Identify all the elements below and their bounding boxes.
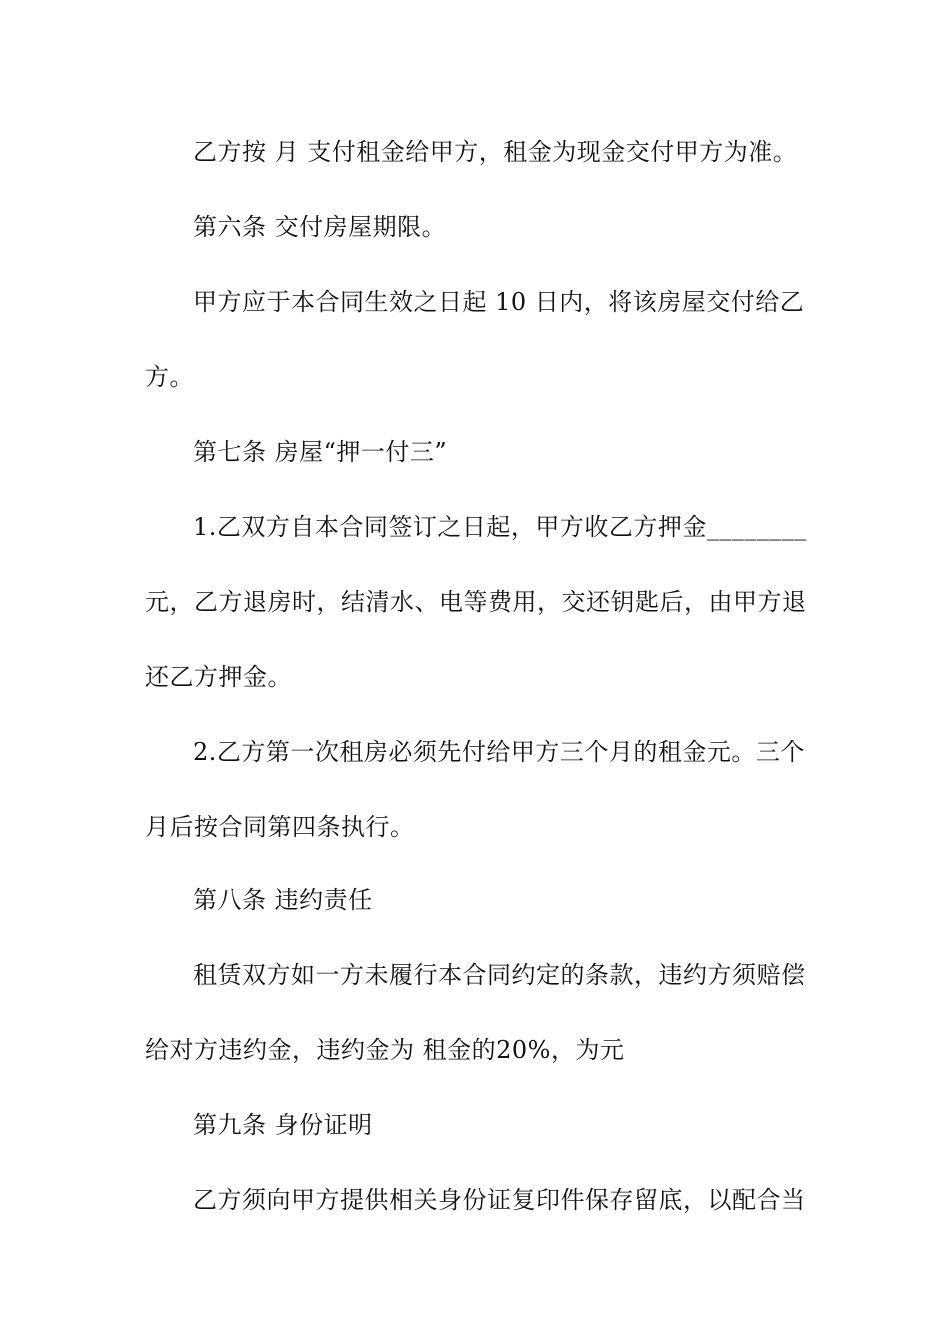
paragraph-breach-line-2: 给对方违约金，违约金为 租金的20%，为元: [145, 1036, 625, 1064]
paragraph-first-rent-line-1: 2.乙方第一次租房必须先付给甲方三个月的租金元。三个: [193, 738, 805, 766]
paragraph-deposit-line-3: 还乙方押金。: [145, 663, 292, 691]
heading-article-6: 第六条 交付房屋期限。: [193, 213, 447, 241]
paragraph-rent-payment: 乙方按 月 支付租金给甲方，租金为现金交付甲方为准。: [193, 138, 798, 166]
paragraph-deposit-line-1: 1.乙双方自本合同签订之日起，甲方收乙方押金________: [193, 513, 807, 541]
heading-article-9: 第九条 身份证明: [193, 1111, 373, 1139]
paragraph-breach-line-1: 租赁双方如一方未履行本合同约定的条款，违约方须赔偿: [193, 961, 806, 989]
paragraph-identity-line-1: 乙方须向甲方提供相关身份证复印件保存留底，以配合当: [193, 1186, 806, 1214]
paragraph-delivery-line-1: 甲方应于本合同生效之日起 10 日内，将该房屋交付给乙: [193, 288, 805, 316]
heading-article-8: 第八条 违约责任: [193, 886, 373, 914]
heading-article-7: 第七条 房屋“押一付三”: [193, 438, 448, 466]
paragraph-first-rent-line-2: 月后按合同第四条执行。: [145, 813, 415, 841]
paragraph-delivery-line-2: 方。: [145, 363, 194, 391]
paragraph-deposit-line-2: 元，乙方退房时，结清水、电等费用，交还钥匙后，由甲方退: [145, 588, 807, 616]
